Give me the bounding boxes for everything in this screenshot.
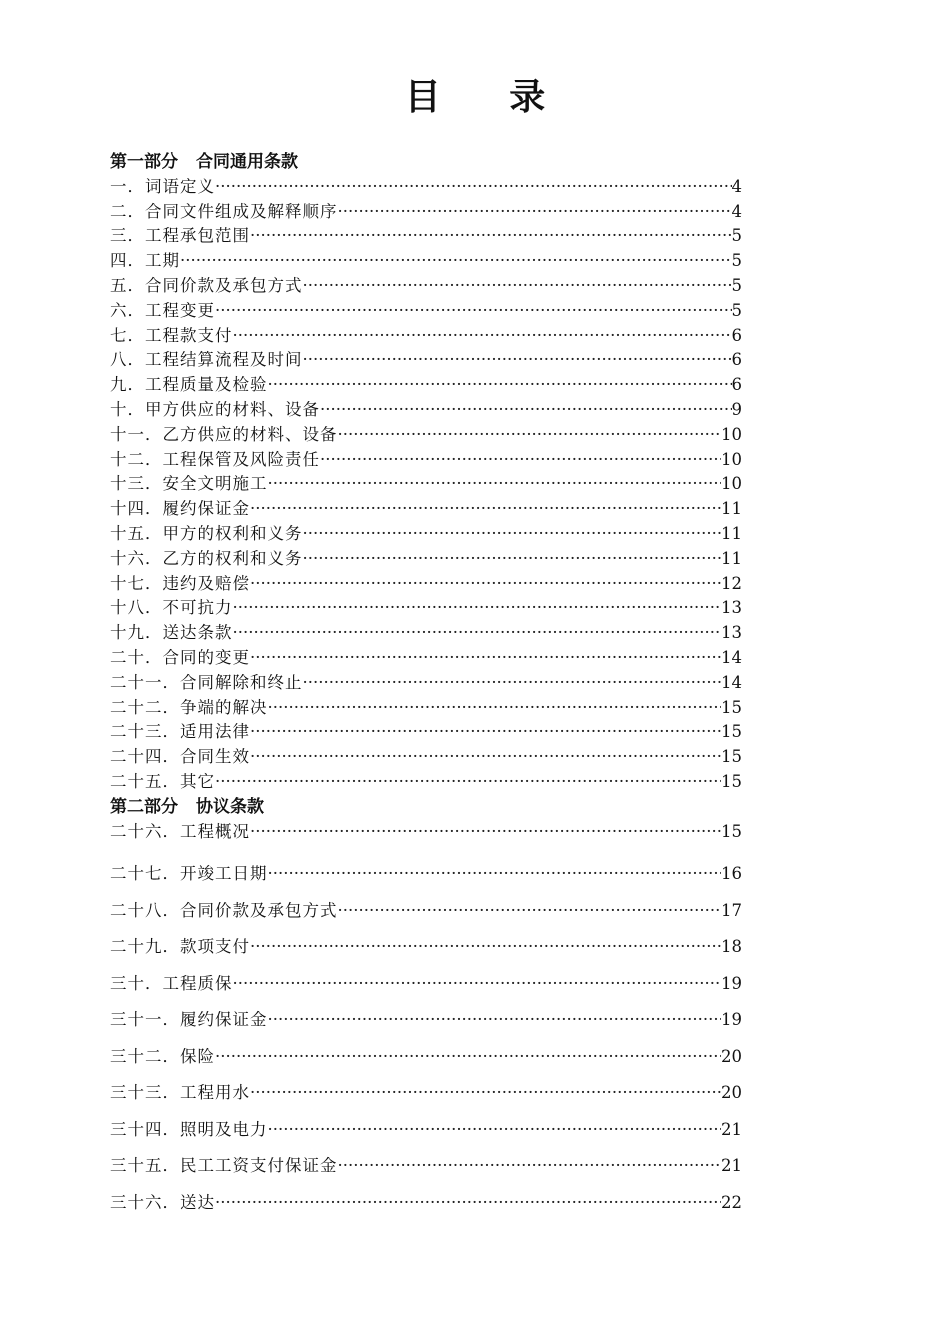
toc-page-number: 21: [721, 1156, 742, 1175]
toc-entry[interactable]: [110, 856, 742, 893]
toc-entry[interactable]: [110, 720, 742, 745]
toc-page-number: 5: [731, 275, 742, 295]
toc-entry-label: 十九．送达条款: [110, 623, 233, 643]
toc-entry-label: 二十二．争端的解决: [110, 697, 268, 717]
toc-dot-leader: [215, 770, 721, 795]
toc-entry-label: 十．甲方供应的材料、设备: [110, 399, 320, 419]
toc-page-number: 13: [721, 598, 742, 618]
toc-page-number: 17: [721, 900, 742, 920]
toc-dot-leader: [268, 373, 732, 398]
toc-page-number: 11: [721, 548, 742, 568]
toc-dot-leader: [250, 497, 721, 522]
toc-entry-label: 十四．履约保证金: [110, 499, 250, 519]
toc-entry[interactable]: [110, 646, 742, 671]
toc-entry[interactable]: [110, 1075, 742, 1112]
toc-entry[interactable]: [110, 348, 742, 373]
toc-entry-label: 七．工程款支付: [110, 325, 233, 345]
part1-entries: [110, 175, 742, 795]
toc-page-number: 20: [721, 1083, 742, 1102]
toc-page-number: 16: [721, 864, 742, 883]
toc-entry-label: 三十一．履约保证金: [110, 1010, 268, 1029]
toc-page-number: 15: [721, 722, 742, 742]
toc-page-number: 15: [721, 697, 742, 717]
toc-entry[interactable]: [110, 522, 742, 547]
part2-heading-label: 第二部分: [110, 796, 178, 817]
toc-entry-label: 二十．合同的变更: [110, 647, 250, 667]
toc-page-number: 21: [721, 1119, 742, 1139]
toc-entry[interactable]: [110, 373, 742, 398]
toc-entry-label: 八．工程结算流程及时间: [110, 350, 303, 370]
toc-entry-label: 十八．不可抗力: [110, 598, 233, 618]
toc-dot-leader: [180, 249, 732, 274]
toc-entry-label: 二十七．开竣工日期: [110, 864, 268, 883]
toc-dot-leader: [233, 596, 722, 621]
toc-entry[interactable]: [110, 249, 742, 274]
toc-dot-leader: [303, 274, 732, 299]
toc-entry[interactable]: [110, 1039, 742, 1076]
toc-entry-label: 十七．违约及赔偿: [110, 573, 250, 593]
toc-dot-leader: [320, 448, 721, 473]
toc-entry[interactable]: [110, 497, 742, 522]
toc-entry-label: 二十八．合同价款及承包方式: [110, 900, 338, 920]
toc-dot-leader: [250, 572, 721, 597]
part2-entries: [110, 820, 742, 1221]
toc-dot-leader: [233, 966, 722, 1003]
part2-heading: [110, 795, 742, 820]
toc-entry[interactable]: [110, 696, 742, 721]
toc-entry[interactable]: [110, 448, 742, 473]
part2-heading-title: 协议条款: [196, 796, 264, 817]
toc-page-number: 14: [721, 647, 742, 667]
toc-entry-label: 二十九．款项支付: [110, 937, 250, 956]
toc-dot-leader: [338, 1148, 722, 1185]
toc-page-number: 10: [721, 424, 742, 444]
toc-entry-label: 二十三．适用法律: [110, 722, 250, 742]
toc-dot-leader: [268, 696, 722, 721]
toc-page-number: 6: [731, 375, 742, 395]
toc-entry-label: 三十四．照明及电力: [110, 1119, 268, 1139]
toc-entry[interactable]: [110, 596, 742, 621]
toc-dot-leader: [338, 200, 732, 225]
toc-entry-label: 二十四．合同生效: [110, 747, 250, 767]
toc-dot-leader: [303, 522, 722, 547]
toc-entry[interactable]: [110, 274, 742, 299]
toc-entry-label: 九．工程质量及检验: [110, 375, 268, 395]
toc-dot-leader: [215, 1039, 721, 1076]
toc-page-number: 5: [731, 226, 742, 246]
toc-dot-leader: [303, 547, 722, 572]
toc-page-number: 13: [721, 623, 742, 643]
table-of-contents: [110, 150, 742, 1221]
page-title: 目 录: [404, 76, 574, 118]
toc-entry-label: 三十五．民工工资支付保证金: [110, 1156, 338, 1175]
toc-dot-leader: [215, 1185, 721, 1222]
toc-dot-leader: [215, 175, 732, 200]
toc-entry-label: 十五．甲方的权利和义务: [110, 523, 303, 543]
toc-page-number: 20: [721, 1046, 742, 1066]
toc-entry-label: 二十六．工程概况: [110, 821, 250, 841]
toc-entry[interactable]: [110, 175, 742, 200]
toc-dot-leader: [250, 929, 721, 966]
toc-page-number: 15: [721, 747, 742, 767]
toc-entry[interactable]: [110, 893, 742, 930]
toc-entry[interactable]: [110, 572, 742, 597]
toc-dot-leader: [250, 820, 721, 845]
toc-page-number: 12: [721, 573, 742, 593]
toc-entry[interactable]: [110, 770, 742, 795]
toc-entry[interactable]: [110, 1148, 742, 1185]
toc-dot-leader: [268, 856, 722, 893]
toc-page-number: 10: [721, 474, 742, 494]
toc-dot-leader: [233, 324, 732, 349]
toc-entry-label: 三．工程承包范围: [110, 226, 250, 246]
toc-entry-label: 二十五．其它: [110, 771, 215, 791]
toc-dot-leader: [250, 646, 721, 671]
toc-dot-leader: [303, 671, 722, 696]
part1-heading-label: 第一部分: [110, 152, 178, 172]
toc-page-number: 4: [731, 176, 742, 196]
toc-dot-leader: [250, 745, 721, 770]
toc-entry-label: 四．工期: [110, 251, 180, 271]
toc-page-number: 19: [721, 973, 742, 993]
toc-page-number: 4: [731, 201, 742, 221]
toc-entry[interactable]: [110, 1112, 742, 1149]
part1-heading-title: 合同通用条款: [196, 152, 298, 172]
toc-page-number: 10: [721, 449, 742, 469]
toc-dot-leader: [215, 299, 732, 324]
toc-entry-label: 十二．工程保管及风险责任: [110, 449, 320, 469]
toc-entry[interactable]: [110, 398, 742, 423]
toc-entry[interactable]: [110, 200, 742, 225]
toc-page-number: 22: [721, 1192, 742, 1212]
toc-entry-label: 六．工程变更: [110, 300, 215, 320]
toc-entry-label: 三十三．工程用水: [110, 1083, 250, 1102]
toc-dot-leader: [268, 1002, 722, 1039]
toc-entry[interactable]: [110, 224, 742, 249]
toc-entry-label: 二十一．合同解除和终止: [110, 672, 303, 692]
toc-entry[interactable]: [110, 1002, 742, 1039]
toc-dot-leader: [250, 224, 732, 249]
toc-entry-label: 二．合同文件组成及解释顺序: [110, 201, 338, 221]
toc-entry-label: 十六．乙方的权利和义务: [110, 548, 303, 568]
toc-page-number: 15: [721, 771, 742, 791]
toc-dot-leader: [268, 1112, 722, 1149]
toc-entry-label: 三十二．保险: [110, 1046, 215, 1066]
toc-page-number: 18: [721, 937, 742, 956]
toc-entry[interactable]: [110, 929, 742, 966]
toc-entry[interactable]: [110, 324, 742, 349]
toc-entry[interactable]: [110, 547, 742, 572]
toc-entry-label: 一．词语定义: [110, 176, 215, 196]
toc-page-number: 5: [731, 251, 742, 271]
toc-entry[interactable]: [110, 621, 742, 646]
part1-heading: [110, 150, 742, 175]
toc-entry[interactable]: [110, 472, 742, 497]
toc-dot-leader: [250, 1075, 721, 1112]
toc-page-number: 6: [731, 325, 742, 345]
toc-entry-label: 五．合同价款及承包方式: [110, 275, 303, 295]
toc-dot-leader: [338, 423, 722, 448]
toc-entry[interactable]: [110, 299, 742, 324]
toc-entry-label: 十三．安全文明施工: [110, 474, 268, 494]
toc-entry-label: 三十．工程质保: [110, 973, 233, 993]
toc-page-number: 11: [721, 523, 742, 543]
toc-entry[interactable]: [110, 966, 742, 1003]
toc-dot-leader: [233, 621, 722, 646]
toc-page-number: 14: [721, 672, 742, 692]
toc-page-number: 19: [721, 1010, 742, 1029]
toc-page-number: 15: [721, 821, 742, 841]
toc-page-number: 5: [731, 300, 742, 320]
toc-entry-label: 三十六．送达: [110, 1192, 215, 1212]
toc-dot-leader: [268, 472, 722, 497]
toc-entry[interactable]: [110, 423, 742, 448]
toc-entry[interactable]: [110, 1185, 742, 1222]
toc-page-number: 11: [721, 499, 742, 519]
toc-dot-leader: [303, 348, 732, 373]
toc-entry-label: 十一．乙方供应的材料、设备: [110, 424, 338, 444]
toc-page-number: 6: [731, 350, 742, 370]
toc-dot-leader: [250, 720, 721, 745]
toc-entry[interactable]: [110, 745, 742, 770]
toc-entry[interactable]: [110, 820, 742, 845]
toc-page-number: 9: [731, 399, 742, 419]
toc-dot-leader: [338, 893, 722, 930]
toc-dot-leader: [320, 398, 732, 423]
toc-entry[interactable]: [110, 671, 742, 696]
